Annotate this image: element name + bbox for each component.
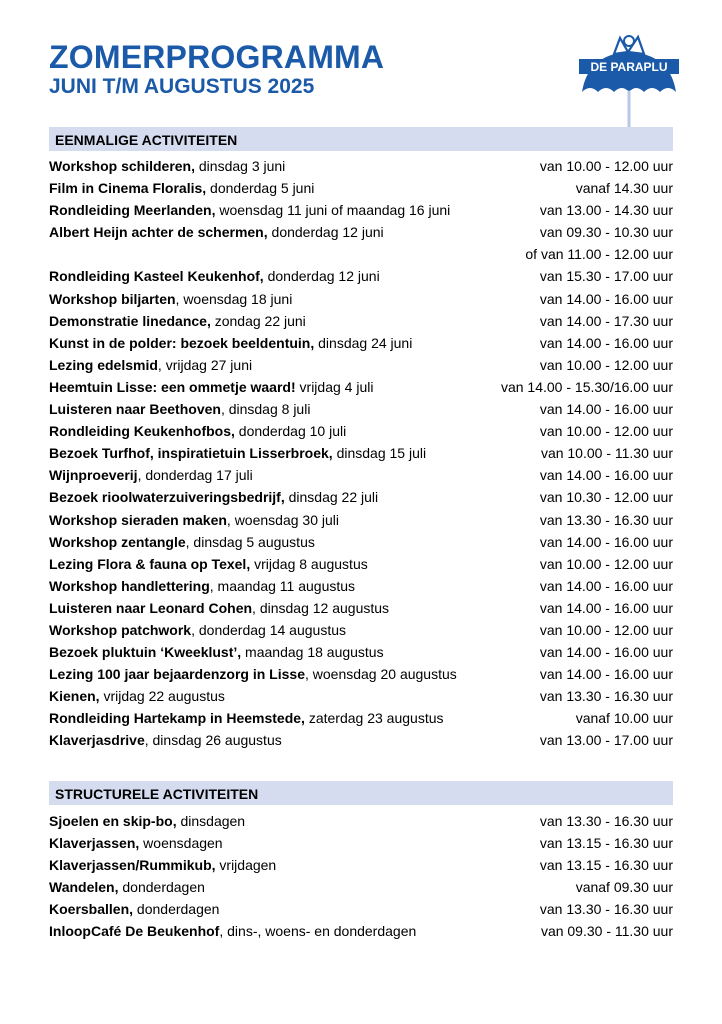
activity-time: van 14.00 - 16.00 uur: [539, 290, 673, 307]
activity-row: [49, 288, 673, 310]
activity-name: Heemtuin Lisse: een ommetje waard!: [49, 378, 296, 395]
activity-row: [49, 332, 673, 354]
activity-name: Kunst in de polder: bezoek beeldentuin,: [49, 334, 315, 351]
activity-name: Workshop biljarten: [49, 290, 176, 307]
activity-date: , woensdag 18 juni: [175, 290, 293, 307]
activity-name: Luisteren naar Leonard Cohen: [49, 599, 253, 616]
activity-date: , donderdag 17 juli: [137, 467, 253, 484]
activity-time: of van 11.00 - 12.00 uur: [525, 246, 673, 263]
activity-date: vrijdagen: [215, 857, 277, 874]
activity-time: van 13.30 - 16.30 uur: [539, 688, 673, 705]
activity-name: Koersballen,: [49, 901, 134, 918]
activity-time: van 14.00 - 16.00 uur: [539, 467, 673, 484]
activity-date: donderdagen: [133, 901, 220, 918]
activity-row: [49, 354, 673, 376]
activity-row: [49, 243, 673, 265]
activity-name: Klaverjasdrive: [49, 732, 145, 749]
activity-row: [49, 810, 673, 832]
activity-name: Workshop sieraden maken: [49, 511, 227, 528]
activity-time: van 13.00 - 17.00 uur: [539, 732, 673, 749]
activity-name: Lezing edelsmid: [49, 356, 158, 373]
activity-time: van 13.30 - 16.30 uur: [539, 901, 673, 918]
activity-row: [49, 920, 673, 942]
activity-name: Rondleiding Keukenhofbos,: [49, 423, 235, 440]
activity-name: Rondleiding Kasteel Keukenhof,: [49, 268, 264, 285]
activity-name: Rondleiding Hartekamp in Heemstede,: [49, 710, 305, 727]
activity-time: vanaf 09.30 uur: [575, 879, 673, 896]
activity-row: [49, 685, 673, 707]
activity-time: van 10.00 - 12.00 uur: [539, 356, 673, 373]
activity-row: [49, 729, 673, 751]
activity-date: maandag 18 augustus: [241, 644, 384, 661]
activity-row: [49, 464, 673, 486]
activity-date: dinsdag 24 juni: [314, 334, 413, 351]
activity-name: Rondleiding Meerlanden,: [49, 202, 216, 219]
activity-time: van 10.00 - 12.00 uur: [539, 423, 673, 440]
section-title: EENMALIGE ACTIVITEITEN: [55, 132, 238, 148]
activity-date: dinsdagen: [176, 813, 246, 829]
activity-date: dinsdag 22 juli: [284, 489, 379, 506]
activity-time: van 10.00 - 12.00 uur: [539, 158, 673, 174]
paraplu-logo: [578, 32, 680, 140]
header: [49, 40, 384, 100]
activity-date: , woensdag 30 juli: [226, 511, 339, 528]
activity-time: van 10.00 - 11.30 uur: [540, 445, 673, 462]
logo-text: DE PARAPLU: [590, 60, 668, 74]
activity-row: [49, 898, 673, 920]
page-title: ZOMERPROGRAMMA: [49, 39, 385, 75]
activity-name: Wijnproeverij: [49, 467, 138, 484]
activity-row: [49, 199, 673, 221]
activity-time: vanaf 10.00 uur: [575, 710, 673, 727]
activity-time: van 10.00 - 12.00 uur: [539, 621, 673, 638]
activity-date: dinsdag 3 juni: [195, 158, 286, 174]
activity-date: , dinsdag 12 augustus: [252, 599, 390, 616]
activity-name: Bezoek pluktuin ‘Kweeklust’,: [49, 644, 242, 661]
activity-name: Lezing 100 jaar bejaardenzorg in Lisse: [49, 666, 305, 683]
section-header-structurele: [49, 781, 673, 805]
activity-name: Workshop patchwork: [49, 621, 192, 638]
activity-row: [49, 486, 673, 508]
activity-row: [49, 509, 673, 531]
activity-date: , dinsdag 26 augustus: [144, 732, 282, 749]
activity-row: [49, 619, 673, 641]
umbrella-logo-icon: [578, 32, 680, 140]
activity-row: [49, 420, 673, 442]
activity-name: Wandelen,: [49, 879, 119, 896]
activity-date: , dinsdag 8 juli: [220, 401, 311, 418]
activity-date: , donderdag 14 augustus: [191, 621, 346, 638]
activity-name: Bezoek Turfhof, inspiratietuin Lisserbroek,: [49, 445, 333, 462]
activity-time: van 14.00 - 17.30 uur: [539, 312, 673, 329]
activity-date: zondag 22 juni: [210, 312, 306, 329]
activity-row: [49, 876, 673, 898]
activity-row: [49, 597, 673, 619]
activity-name: Albert Heijn achter de schermen,: [49, 224, 268, 241]
activity-time: van 13.30 - 16.30 uur: [539, 813, 673, 829]
activity-date: donderdag 12 juni: [267, 224, 384, 241]
activity-row: [49, 575, 673, 597]
activity-time: van 09.30 - 10.30 uur: [539, 224, 673, 241]
activity-time: van 13.15 - 16.30 uur: [539, 857, 673, 874]
activity-date: , dinsdag 5 augustus: [185, 533, 315, 550]
activity-name: Demonstratie linedance,: [49, 312, 211, 329]
activity-time: van 14.00 - 15.30/16.00 uur: [500, 378, 673, 395]
activity-date: donderdagen: [118, 879, 205, 896]
activity-date: dinsdag 15 juli: [332, 445, 427, 462]
activity-row: [49, 707, 673, 729]
activity-date: zaterdag 23 augustus: [304, 710, 444, 727]
activity-name: Lezing Flora & fauna op Texel,: [49, 555, 251, 572]
activity-time: van 09.30 - 11.30 uur: [540, 923, 673, 940]
activity-row: [49, 310, 673, 332]
activity-name: Film in Cinema Floralis,: [49, 180, 207, 197]
activity-name: Workshop handlettering: [49, 577, 210, 594]
activity-time: van 13.15 - 16.30 uur: [539, 835, 673, 852]
activity-date: , dins-, woens- en donderdagen: [219, 923, 417, 940]
section-title: STRUCTURELE ACTIVITEITEN: [55, 786, 259, 802]
activity-date: woensdagen: [139, 835, 223, 852]
activity-time: van 14.00 - 16.00 uur: [539, 334, 673, 351]
activity-name: Klaverjassen/Rummikub,: [49, 857, 216, 874]
activity-row: [49, 854, 673, 876]
activity-date: vrijdag 8 augustus: [250, 555, 368, 572]
activity-name: InloopCafé De Beukenhof: [49, 923, 220, 940]
activity-date: woensdag 11 juni of maandag 16 juni: [215, 202, 451, 219]
activity-date: , vrijdag 27 juni: [157, 356, 253, 373]
section-header-eenmalige: [49, 127, 673, 151]
activity-time: van 13.00 - 14.30 uur: [539, 202, 673, 219]
activity-row: [49, 376, 673, 398]
activity-time: van 13.30 - 16.30 uur: [539, 511, 673, 528]
activity-list-eenmalige: [49, 155, 673, 752]
activity-date: , maandag 11 augustus: [209, 577, 356, 594]
activity-name: Luisteren naar Beethoven: [49, 401, 221, 418]
activity-date: , woensdag 20 augustus: [304, 666, 457, 683]
activity-name: Workshop zentangle: [49, 533, 186, 550]
activity-time: van 14.00 - 16.00 uur: [539, 577, 673, 594]
activity-time: vanaf 14.30 uur: [575, 180, 673, 197]
page-subtitle: JUNI T/M AUGUSTUS 2025: [49, 75, 315, 98]
activity-row: [49, 663, 673, 685]
activity-date: vrijdag 4 juli: [295, 378, 374, 395]
activity-date: donderdag 12 juni: [263, 268, 380, 285]
activity-date: donderdag 10 juli: [234, 423, 347, 440]
activity-row: [49, 553, 673, 575]
activity-row: [49, 221, 673, 243]
activity-name: Klaverjassen,: [49, 835, 140, 852]
activity-date: donderdag 5 juni: [206, 180, 315, 197]
activity-row: [49, 155, 673, 177]
activity-row: [49, 177, 673, 199]
activity-time: van 14.00 - 16.00 uur: [539, 644, 673, 661]
activity-time: van 10.00 - 12.00 uur: [539, 555, 673, 572]
activity-row: [49, 832, 673, 854]
activity-name: Workshop schilderen,: [49, 158, 195, 174]
activity-list-structurele: [49, 810, 673, 943]
activity-date: vrijdag 22 augustus: [99, 688, 225, 705]
activity-row: [49, 641, 673, 663]
activity-time: van 14.00 - 16.00 uur: [539, 401, 673, 418]
activity-time: van 14.00 - 16.00 uur: [539, 666, 673, 683]
activity-time: van 14.00 - 16.00 uur: [539, 533, 673, 550]
activity-row: [49, 265, 673, 287]
activity-row: [49, 442, 673, 464]
activity-time: van 10.30 - 12.00 uur: [539, 489, 673, 506]
activity-name: Bezoek rioolwaterzuiveringsbedrijf,: [49, 489, 285, 506]
activity-time: van 15.30 - 17.00 uur: [539, 268, 673, 285]
activity-row: [49, 531, 673, 553]
activity-name: Sjoelen en skip-bo,: [49, 813, 177, 829]
activity-time: van 14.00 - 16.00 uur: [539, 599, 673, 616]
activity-name: Kienen,: [49, 688, 100, 705]
activity-row: [49, 398, 673, 420]
